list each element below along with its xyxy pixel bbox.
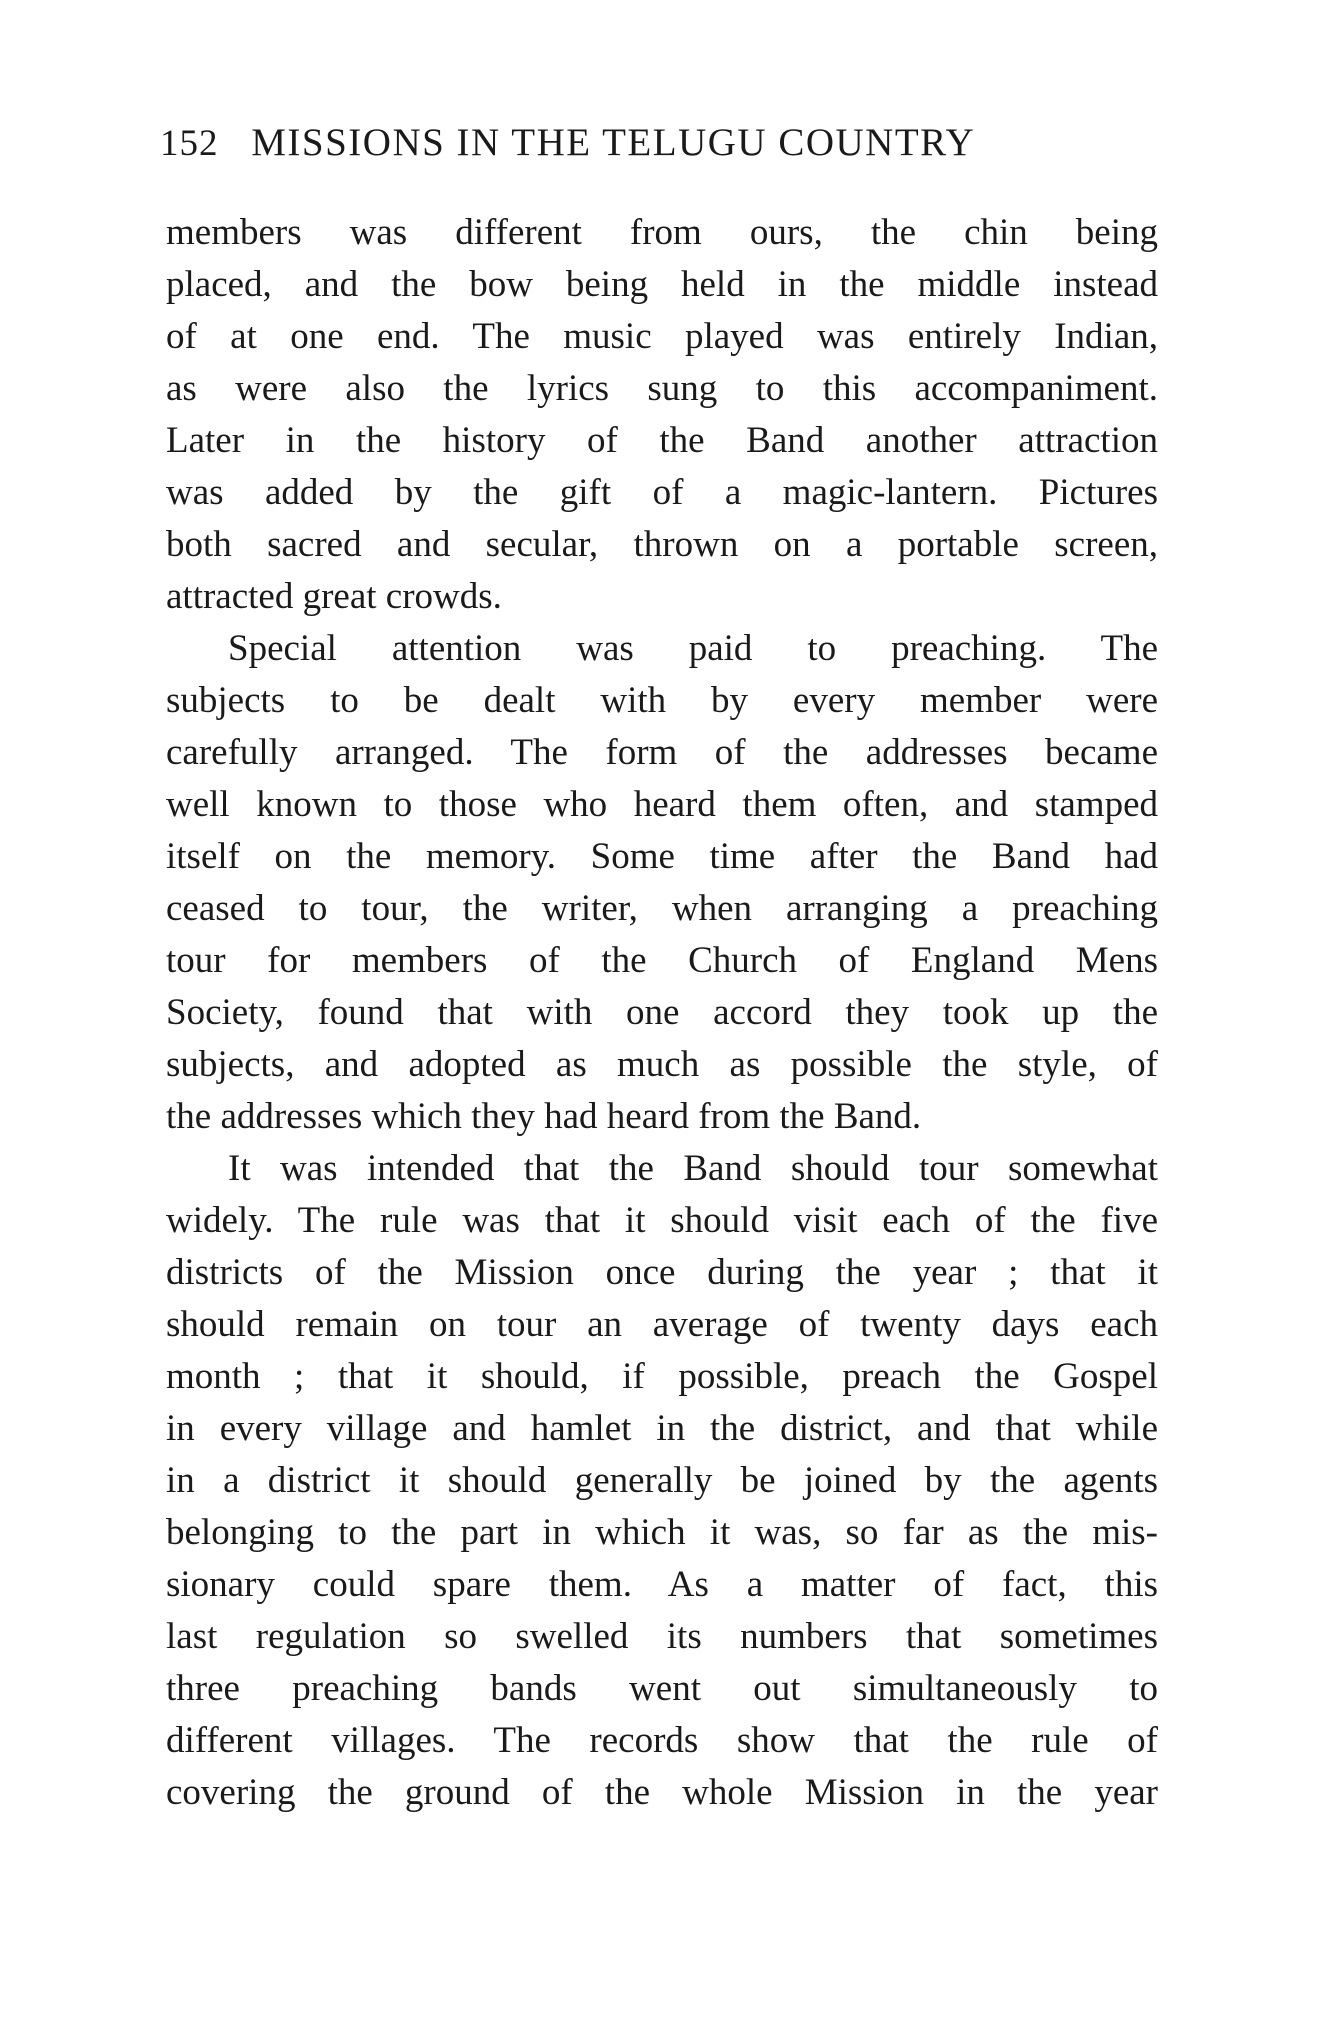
text-line: last regulation so swelled its numbers that sometimes: [166, 1616, 1158, 1657]
text-line: well known to those who heard them often, and stamped: [166, 784, 1158, 825]
running-head-title: MISSIONS IN THE TELUGU COUNTRY: [251, 121, 976, 164]
paragraph-first-line: It was intended that the Band should tour somewhat: [228, 1148, 1158, 1189]
text-line: tour for members of the Church of England Mens: [166, 940, 1158, 981]
text-line: Society, found that with one accord they took up the: [166, 992, 1158, 1033]
running-head: [160, 120, 1080, 180]
text-line: in every village and hamlet in the district, and that while: [166, 1408, 1158, 1449]
text-line: attracted great crowds.: [166, 576, 502, 617]
page-number: 152: [160, 123, 219, 164]
text-line: different villages. The records show that the rule of: [166, 1720, 1158, 1761]
text-line: members was different from ours, the chin being: [166, 212, 1158, 253]
text-line: sionary could spare them. As a matter of fact, this: [166, 1564, 1158, 1605]
text-line: should remain on tour an average of twenty days each: [166, 1304, 1158, 1345]
text-line: subjects, and adopted as much as possible the style, of: [166, 1044, 1158, 1085]
text-line: of at one end. The music played was entirely Indian,: [166, 316, 1158, 357]
text-line: belonging to the part in which it was, so far as the mis-: [166, 1512, 1158, 1553]
text-line: both sacred and secular, thrown on a portable screen,: [166, 524, 1158, 565]
text-line: the addresses which they had heard from the Band.: [166, 1096, 922, 1137]
text-line: districts of the Mission once during the year ; that it: [166, 1252, 1158, 1293]
text-line: was added by the gift of a magic-lantern. Pictures: [166, 472, 1158, 513]
text-line: widely. The rule was that it should visit each of the five: [166, 1200, 1158, 1241]
text-line: ceased to tour, the writer, when arranging a preaching: [166, 888, 1158, 929]
text-line: Later in the history of the Band another attraction: [166, 420, 1158, 461]
text-line: three preaching bands went out simultaneously to: [166, 1668, 1158, 1709]
text-line: subjects to be dealt with by every member were: [166, 680, 1158, 721]
paragraph-first-line: Special attention was paid to preaching. The: [228, 628, 1158, 669]
text-line: month ; that it should, if possible, preach the Gospel: [166, 1356, 1158, 1397]
text-line: placed, and the bow being held in the middle instead: [166, 264, 1158, 305]
text-line: as were also the lyrics sung to this accompaniment.: [166, 368, 1158, 409]
body-text: [166, 207, 1158, 1819]
text-line: itself on the memory. Some time after the Band had: [166, 836, 1158, 877]
text-line: covering the ground of the whole Mission in the year: [166, 1772, 1158, 1813]
text-line: in a district it should generally be joined by the agents: [166, 1460, 1158, 1501]
text-line: carefully arranged. The form of the addresses became: [166, 732, 1158, 773]
